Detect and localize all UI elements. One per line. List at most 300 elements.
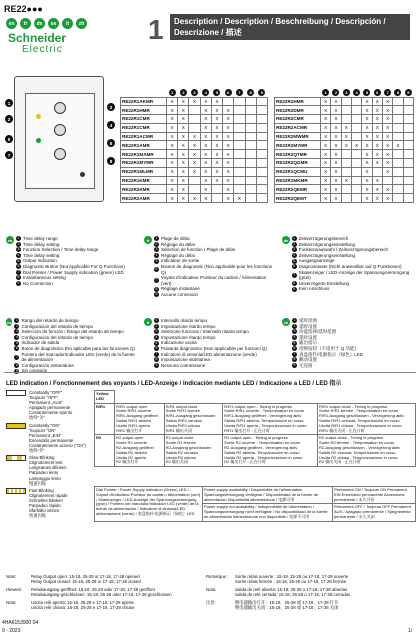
legend-number-icon: 3 — [155, 247, 158, 252]
legend-number-icon: 9 — [155, 292, 158, 297]
legend-text: Function Selection / Time delay range — [23, 247, 99, 253]
led-state-line: Costantemente acceso ("On") — [29, 442, 86, 448]
legend-number-icon: 4 — [293, 335, 296, 340]
product-reference: RE22R2MWMR — [275, 132, 321, 141]
legend-text: Botón de diagnóstico (No aplicable para las funciones Q) — [21, 345, 136, 351]
note-line: Sortie relais ouverte : 15-18, 25-28 ou 17-18, 17-28 ouverte — [235, 574, 349, 579]
led-state-text — [29, 455, 67, 486]
led-state-line: Permanent „AUS“ — [29, 400, 63, 406]
legend-text: Indicateur de sortie — [160, 258, 200, 264]
column-number — [351, 88, 361, 97]
function-mark: X — [331, 167, 341, 176]
led-state-line: Constantly "OFF" — [29, 390, 63, 395]
lang-badge: de — [34, 18, 45, 29]
function-mark: X — [321, 194, 331, 203]
function-mark — [341, 115, 351, 124]
legend-it — [144, 318, 278, 368]
function-mark — [256, 123, 267, 132]
led-state-legend — [6, 390, 90, 520]
function-mark: X — [211, 97, 222, 106]
column-number — [393, 88, 403, 97]
led-state-line: Schnelles Blinken — [29, 497, 63, 503]
function-mark — [223, 97, 234, 106]
function-mark: X — [382, 97, 392, 106]
function-mark — [341, 159, 351, 168]
function-mark — [245, 141, 256, 150]
function-mark: X — [331, 141, 341, 150]
product-reference: RE22R1MLMR — [121, 167, 167, 176]
product-reference: RE22R1MKMR — [275, 176, 321, 185]
legend-number-icon: 1 — [293, 236, 296, 241]
function-mark: X — [167, 167, 178, 176]
function-mark: X — [189, 150, 200, 159]
function-mark: X — [393, 141, 403, 150]
legend-lang-badge: fr — [144, 236, 152, 244]
function-mark: X — [178, 150, 189, 159]
function-mark — [211, 185, 222, 194]
perm-on-cell: Permanent ON / Toujours ON Permanent EIN Encendido permanente Accensione permanente / 永久开启 — [333, 487, 416, 504]
led-section-title: LED Indication / Fonctionnement des voyants / LED-Anzeige / Indicación mediante LED / Indicazione a LED / LED 指示 — [6, 381, 342, 387]
function-mark — [189, 185, 200, 194]
column-number-badge: 4 — [353, 89, 360, 96]
function-mark: X — [211, 132, 222, 141]
note-line: Uscita relè chiusa: 15-18, 25-28 e 17-18, 17-28 chiuse — [31, 605, 135, 611]
function-mark: X — [362, 132, 372, 141]
function-mark: X — [372, 159, 382, 168]
legend-lang-badge: de — [283, 237, 289, 243]
function-mark — [403, 115, 413, 124]
led-state-symbol-icon — [6, 488, 26, 494]
function-mark — [256, 176, 267, 185]
function-mark: X — [200, 176, 211, 185]
legend-number-icon: 7 — [155, 351, 158, 356]
function-mark: X — [178, 185, 189, 194]
function-mark: X — [167, 176, 178, 185]
function-mark: X — [211, 141, 222, 150]
function-mark — [351, 106, 361, 115]
column-number-badge: 2 — [332, 89, 339, 96]
function-mark — [245, 132, 256, 141]
legend-number-icon: 9 — [155, 363, 158, 368]
led-state-line: Permanent „EIN“ — [29, 432, 62, 438]
legend-list — [292, 236, 418, 292]
legend-number-icon: 9 — [293, 286, 296, 291]
function-mark: X — [331, 115, 341, 124]
led-state-symbol-icon — [6, 455, 26, 461]
note-en — [6, 574, 206, 585]
table-row — [275, 176, 414, 185]
function-mark: X — [362, 97, 372, 106]
function-table-left — [120, 88, 268, 203]
legend-number-icon: 1 — [293, 318, 296, 323]
led-table-header: Yellow LED — [95, 391, 115, 404]
function-mark: X — [331, 159, 341, 168]
legend-text: Configuración instantánea — [21, 362, 74, 368]
led-state-line: Costantemente spento — [29, 410, 73, 416]
function-mark: X — [223, 123, 234, 132]
function-mark — [256, 141, 267, 150]
legend-text: Funktionsauswahl / Zeitverzögerungsbereich — [298, 247, 389, 253]
table-row — [275, 167, 414, 176]
function-mark — [393, 150, 403, 159]
function-mark — [393, 115, 403, 124]
legend-text: Impostazione ritardo tempo — [161, 334, 216, 340]
legend-text: 输出指示 — [299, 340, 317, 346]
led-state-line: Lampeggio lento — [29, 475, 61, 481]
led-row-label: R/R1 — [95, 403, 115, 435]
function-mark — [403, 150, 413, 159]
product-reference: RE22R1KMR — [121, 176, 167, 185]
function-mark: X — [362, 194, 372, 203]
legend-item — [14, 352, 138, 363]
function-mark — [341, 150, 351, 159]
led-state-line: Parpadeo rápido — [29, 502, 61, 508]
legend-number-icon: 2 — [155, 323, 158, 328]
legend-number-icon: 4 — [155, 335, 158, 340]
function-mark: X — [362, 176, 372, 185]
column-number — [372, 88, 382, 97]
legend-text: Réglage du délai — [160, 241, 195, 247]
legend-text: 延时设置 — [299, 323, 317, 329]
led-table-cell: R2 output close - Timing in progress Sortie R2 fermée - Temporisation en cours R2-Ausgang geschlossen - Verzögerung aktiv Salida R2 cerrada- Temporización en curso Uscita R2 chiusa - Temporizzazione in corso R2 输出关闭 - 正在计时 — [318, 435, 416, 467]
function-mark — [393, 132, 403, 141]
column-number — [382, 88, 392, 97]
legend-text: Plage de délai — [160, 236, 190, 241]
diagnostic-button-icon — [80, 172, 85, 177]
divider — [4, 372, 416, 373]
function-mark — [234, 167, 245, 176]
legend-text: Zeitverzögerungseinstellung — [298, 241, 356, 247]
function-mark — [245, 123, 256, 132]
doc-date: 9 - 2023 — [2, 628, 21, 634]
legend-text: Configuración del retardo de tiempo — [21, 323, 93, 329]
column-number-badge: 1 — [322, 89, 329, 96]
product-reference: RE22R1ACMR — [121, 132, 167, 141]
legend-text: Unverzögerte Einstellung — [298, 280, 349, 286]
function-mark: X — [341, 132, 351, 141]
function-mark — [245, 115, 256, 124]
table-row — [275, 106, 414, 115]
legend-list — [154, 318, 267, 368]
function-mark: X — [331, 176, 341, 185]
function-mark: X — [223, 176, 234, 185]
function-mark — [189, 115, 200, 124]
function-mark: X — [200, 106, 211, 115]
function-mark: X — [223, 150, 234, 159]
function-mark: X — [178, 167, 189, 176]
function-mark: X — [211, 115, 222, 124]
legend-number-icon: 4 — [17, 253, 20, 258]
function-mark: X — [321, 123, 331, 132]
legend-number-icon: 6 — [293, 264, 296, 269]
table-row — [121, 185, 268, 194]
function-mark — [403, 167, 413, 176]
function-mark: X — [223, 141, 234, 150]
note-label: Note: — [6, 574, 17, 579]
legend-item — [154, 292, 278, 298]
legend-list — [154, 236, 278, 298]
legend-text: Indicazione uscita — [161, 340, 197, 346]
legend-text: Instantaneous setting — [23, 275, 66, 281]
legend-text: Time delay range — [23, 236, 58, 241]
function-mark: X — [362, 159, 372, 168]
function-mark — [234, 141, 245, 150]
callout-8-icon: 8 — [107, 157, 115, 165]
product-reference: RE22R1QCMU — [275, 167, 321, 176]
legend-number-icon: 2 — [293, 323, 296, 328]
function-mark — [341, 167, 351, 176]
function-mark: X — [167, 159, 178, 168]
function-mark — [341, 185, 351, 194]
function-mark — [234, 106, 245, 115]
function-mark — [351, 115, 361, 124]
legend-number-icon: 8 — [293, 281, 296, 286]
callout-1-icon: 1 — [5, 99, 13, 107]
function-mark: X — [223, 115, 234, 124]
legend-number-icon: 2 — [155, 241, 158, 246]
function-mark — [393, 176, 403, 185]
column-number-badge: 7 — [384, 89, 391, 96]
legend-number-icon: 4 — [293, 253, 296, 258]
document-code: RE22●●● — [4, 4, 43, 14]
table-corner — [275, 88, 321, 97]
legend-text: Aucune connexion — [160, 291, 199, 297]
product-reference: RE22R2QGMR — [275, 159, 321, 168]
legend-text: Zeitverzögerungsbereich — [298, 236, 349, 241]
function-mark — [234, 123, 245, 132]
product-reference: RE22R2QTMR — [275, 150, 321, 159]
function-mark: X — [372, 106, 382, 115]
function-mark: X — [372, 132, 382, 141]
function-mark: X — [178, 141, 189, 150]
column-number — [223, 88, 234, 97]
led-row-label: R2 — [95, 435, 115, 467]
legend-text: Indicador de salida — [21, 340, 60, 346]
legend-text: Sélection de fonction / Plage de délai — [160, 247, 236, 253]
note-fr — [206, 574, 416, 585]
table-row — [275, 194, 414, 203]
function-mark: X — [200, 159, 211, 168]
notes-block — [6, 574, 416, 610]
legend-number-icon: 8 — [293, 357, 296, 362]
legend-text: 延时范围 — [299, 318, 317, 323]
callout-2-icon: 2 — [5, 115, 13, 123]
function-mark: X — [167, 97, 178, 106]
function-mark — [403, 123, 413, 132]
function-mark — [351, 185, 361, 194]
legend-text: 延时设置 — [299, 334, 317, 340]
dial-knob-icon — [54, 102, 66, 114]
led-table-cell: R/R1 output close Sortie R/R1 fermée R/R1-Ausgang geschlossen Salida R/R1 cerrada Uscita R/R1 chiusa R/R1 输出关闭 — [164, 403, 222, 435]
legend-number-icon: 8 — [155, 357, 158, 362]
legend-item — [154, 275, 278, 286]
function-mark: X — [211, 167, 222, 176]
function-mark: X — [331, 132, 341, 141]
function-mark: X — [223, 106, 234, 115]
legend-text: Time delay setting — [23, 252, 60, 258]
legend-number-icon: 1 — [16, 318, 18, 323]
column-number-badge: 9 — [405, 89, 412, 96]
function-mark: X — [341, 141, 351, 150]
legend-number-icon: 2 — [16, 323, 18, 328]
column-number-badge: 5 — [213, 89, 220, 96]
function-mark — [403, 141, 413, 150]
product-reference: RE22R1CMR — [121, 123, 167, 132]
function-mark — [245, 150, 256, 159]
product-reference: RE22R2CMR — [275, 115, 321, 124]
product-reference: RE22R2MYMR — [275, 141, 321, 150]
legend-number-icon: 9 — [16, 368, 18, 373]
led-table — [94, 390, 416, 467]
legend-text: Selezione funzione / Intervallo ritardo tempo — [161, 329, 249, 335]
table-row — [275, 159, 414, 168]
led-state-line: Fast Blinking — [29, 487, 54, 493]
column-number-badge: 8 — [394, 89, 401, 96]
led-table-row — [95, 435, 416, 467]
output-led-icon — [36, 114, 41, 119]
function-mark: X — [372, 185, 382, 194]
led-state-line: 始终"关" — [29, 415, 45, 421]
legend-fr — [144, 236, 278, 298]
function-mark: X — [362, 185, 372, 194]
relay-device-illustration — [7, 76, 113, 202]
function-mark — [351, 176, 361, 185]
legend-text: 无连接 — [299, 362, 313, 368]
function-mark: X — [178, 115, 189, 124]
function-mark — [341, 106, 351, 115]
function-mark — [234, 115, 245, 124]
note-de — [6, 587, 206, 598]
column-number — [234, 88, 245, 97]
note-line: Sortie relais fermée : 15-18, 25-28 ou 17-18, 17-28 fermée — [235, 579, 347, 585]
product-reference: RE22R2ACMR — [275, 123, 321, 132]
legend-number-icon: 3 — [155, 329, 158, 334]
power-available-cell: Power supply availability / Disponibilité de l'alimentation Spannungsversorgung verfügbar / Disponibilidad de la fuente de alimentación Disponibilità alimentazione / 电源可用 — [203, 487, 333, 504]
function-mark — [256, 97, 267, 106]
function-mark: X — [223, 159, 234, 168]
function-mark: X — [167, 106, 178, 115]
function-mark — [256, 159, 267, 168]
legend-en — [6, 236, 138, 286]
legend-text: Indicatore di sintonia/LED alimentazione (verde) — [161, 351, 257, 357]
column-number — [211, 88, 222, 97]
led-state-line: Parpadeo lento — [29, 470, 59, 476]
column-number-badge: 2 — [180, 89, 187, 96]
function-mark: X — [167, 141, 178, 150]
legend-number-icon: 1 — [17, 236, 20, 241]
function-mark: X — [321, 176, 331, 185]
note-line: Relay Output open: 15-18, 25-28 or 17-18, 17-28 opened — [31, 574, 140, 579]
function-mark: X — [321, 185, 331, 194]
table-row — [275, 185, 414, 194]
legend-number-icon: 8 — [155, 286, 158, 291]
legend-text: Intervallo ritardo tempo — [161, 318, 208, 323]
title-line: Description / Description / Beschreibung / Descripción / — [174, 17, 386, 26]
legend-number-icon: 7 — [293, 351, 296, 356]
legend-text: No Connection — [23, 280, 53, 286]
led-state-line: 始终"开" — [29, 448, 45, 454]
function-mark — [245, 97, 256, 106]
function-mark — [393, 194, 403, 203]
function-mark: X — [382, 115, 392, 124]
led-state-text — [29, 390, 72, 421]
function-mark — [393, 159, 403, 168]
led-table-cell: R2 output open Sortie R2 ouverte R2-Ausgang geöffnet Salida R2 abierta Uscita R2 aperta R2 输出打开 — [115, 435, 165, 467]
legend-text: Réglage instantané — [160, 286, 200, 292]
function-mark: X — [211, 123, 222, 132]
function-mark — [351, 159, 361, 168]
section-number: 1 — [148, 14, 164, 45]
legend-text: Puntero del marcador/Indicador LED (verde) de la fuente de alimentación — [21, 351, 135, 363]
function-mark: X — [331, 185, 341, 194]
legend-text: Time delay setting — [23, 241, 60, 247]
function-mark — [403, 132, 413, 141]
led-state-line: Clignotement rapide — [29, 492, 68, 498]
function-mark: X — [178, 159, 189, 168]
function-mark: X — [200, 97, 211, 106]
function-mark: X — [331, 194, 341, 203]
function-mark — [189, 106, 200, 115]
callout-4-icon: 4 — [107, 121, 115, 129]
lang-badge: zh — [76, 18, 87, 29]
function-mark: X — [321, 106, 331, 115]
legend-number-icon: 6 — [17, 264, 20, 269]
function-mark: X — [223, 132, 234, 141]
note-line: salida de relé abierta: 15-18, 25-28 o 17-18, 17-28 abiertas — [235, 586, 348, 592]
table-row — [275, 115, 414, 124]
function-mark: X — [167, 150, 178, 159]
brand-logo: Schneider — [8, 31, 67, 45]
function-mark — [403, 185, 413, 194]
column-number — [341, 88, 351, 97]
function-mark — [393, 97, 403, 106]
function-mark: X — [372, 150, 382, 159]
function-mark — [393, 167, 403, 176]
legend-es — [6, 318, 138, 374]
function-mark — [189, 176, 200, 185]
function-mark: X — [167, 115, 178, 124]
legend-text: Diagnosetaste (Nicht anwendbar auf Q-Funktionen) — [298, 263, 402, 269]
page-number: 1/ — [408, 628, 413, 634]
note-line: Relay Output closed: 15-18, 25-28 or 17-18, 17-28 closed — [31, 579, 141, 585]
note-line: salida de relé cerrada: 15-18, 25-28 o 17-18, 17-28 cerradas — [235, 592, 351, 598]
function-mark: X — [372, 194, 382, 203]
function-mark — [234, 132, 245, 141]
legend-text: Impostazione istantanea — [161, 357, 210, 363]
function-mark: X — [200, 150, 211, 159]
led-state-text — [29, 423, 86, 454]
legend-text: Dial Pointer / Power Supply indication (green) LED — [23, 269, 124, 275]
legend-number-icon: 9 — [17, 281, 20, 286]
function-mark: X — [362, 167, 372, 176]
led-state-line: Langsames Blinken — [29, 465, 67, 471]
note-line: 继电器输出打开：15-18、25-28 或 17-18、17-28 打开 — [235, 599, 339, 605]
legend-text: 瞬动设置 — [299, 357, 317, 363]
function-mark: X — [382, 132, 392, 141]
legend-number-icon: 9 — [293, 363, 296, 368]
legend-number-icon: 5 — [155, 258, 158, 263]
callout-6-icon: 6 — [107, 139, 115, 147]
led-table-cell: R2 output close Sortie R2 fermée R2-Ausgang geschlossen Salida R2 cerrada Uscita R2 chiusa R2 输出关闭 — [164, 435, 222, 467]
function-mark: X — [200, 185, 211, 194]
function-mark — [351, 167, 361, 176]
column-number — [256, 88, 267, 97]
function-mark: X — [331, 123, 341, 132]
callout-7-icon: 7 — [5, 151, 13, 159]
led-state-line: Sfarfallio veloce — [29, 508, 60, 514]
legend-lang-badge: zh — [283, 319, 289, 325]
legend-number-icon: 1 — [155, 318, 158, 323]
